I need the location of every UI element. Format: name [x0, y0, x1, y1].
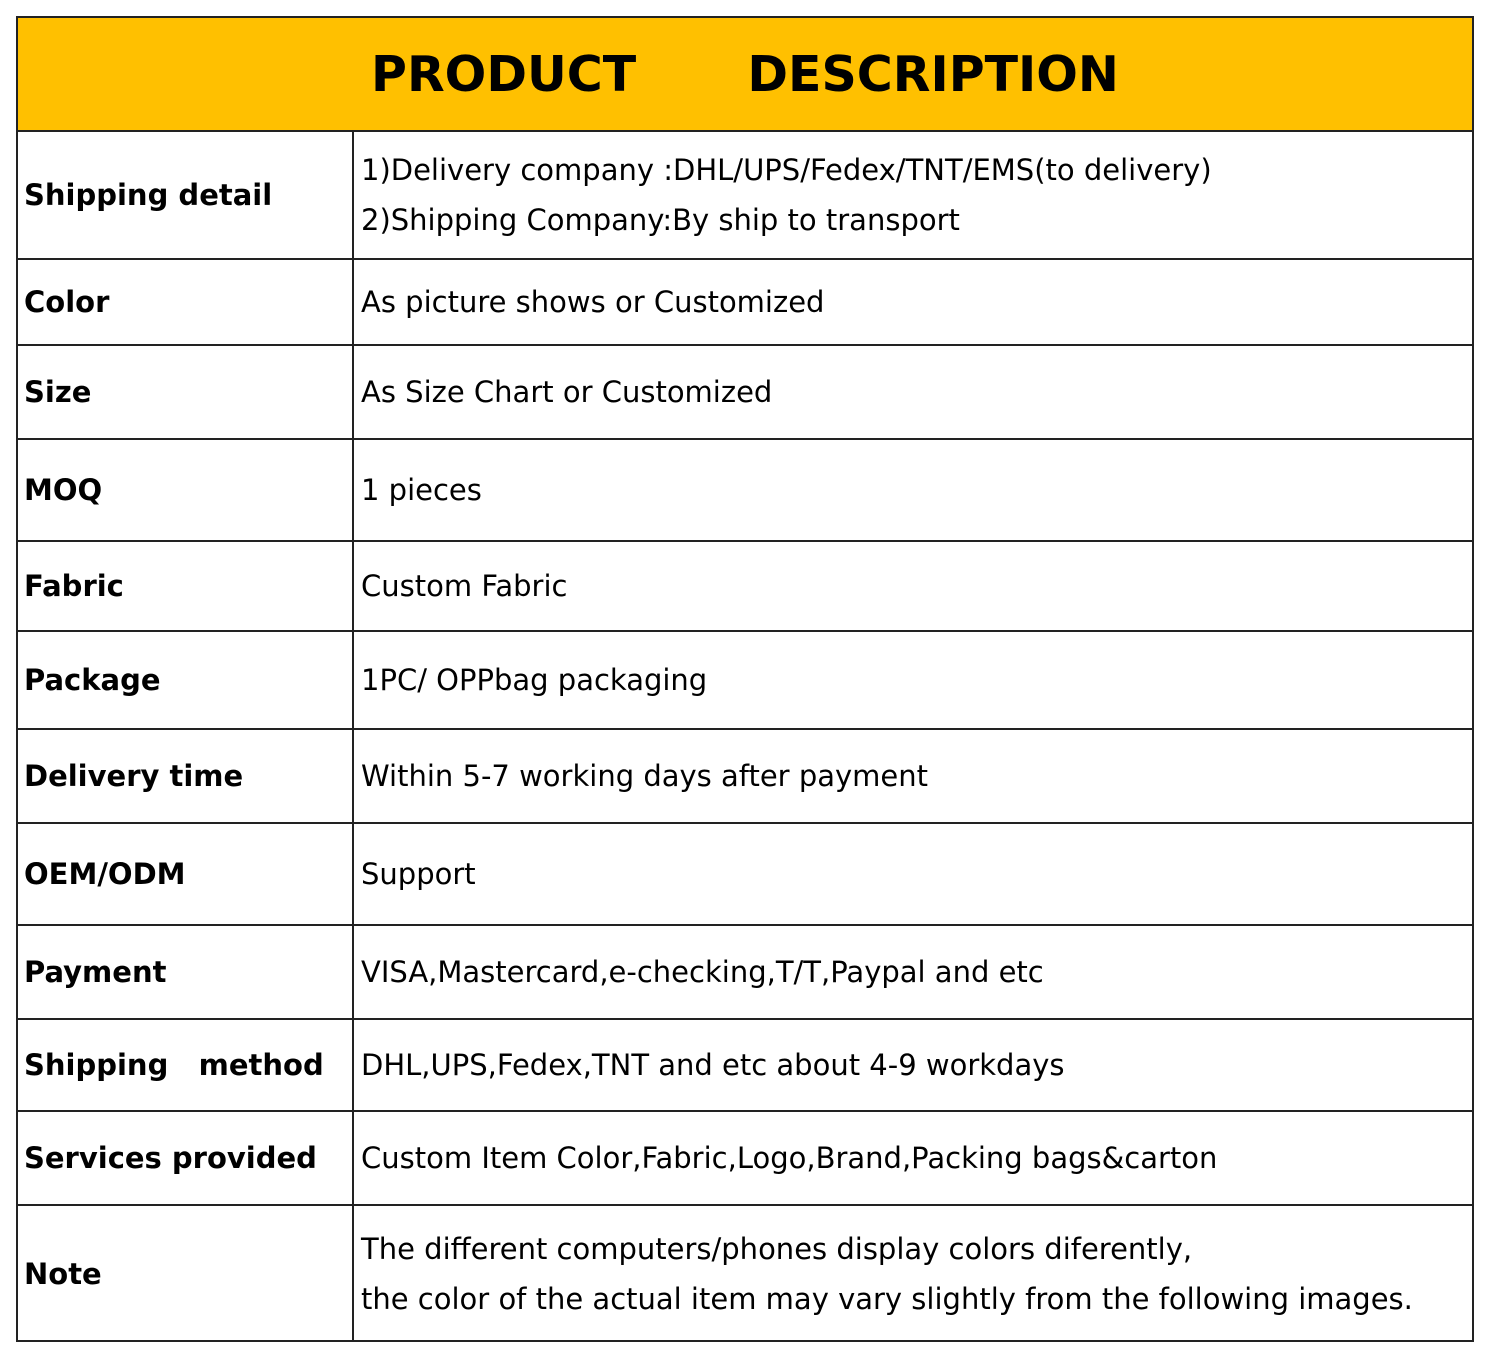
row-value [354, 1112, 1472, 1204]
value-line: Within 5-7 working days after payment [361, 759, 929, 793]
row-label: Package [18, 632, 354, 728]
table-row-services-provided [18, 1112, 1472, 1206]
value-line: The different computers/phones display colors diferently, [361, 1232, 1193, 1266]
row-value [354, 730, 1472, 822]
table-row-oem-odm [18, 824, 1472, 926]
table-row-note [18, 1206, 1472, 1342]
row-value [354, 926, 1472, 1018]
table-row-shipping-method [18, 1020, 1472, 1112]
value-line: 1)Delivery company :DHL/UPS/Fedex/TNT/EMS(to delivery) [361, 153, 1212, 187]
table-row-fabric [18, 542, 1472, 632]
row-label: Shipping detail [18, 132, 354, 258]
value-line: As Size Chart or Customized [361, 375, 773, 409]
row-label: Size [18, 346, 354, 438]
value-line: 1 pieces [361, 473, 482, 507]
table-row-package [18, 632, 1472, 730]
table-header [18, 18, 1472, 132]
product-description-table [16, 16, 1474, 1342]
value-line: the color of the actual item may vary slightly from the following images. [361, 1282, 1413, 1316]
row-label: MOQ [18, 440, 354, 540]
value-line: VISA,Mastercard,e-checking,T/T,Paypal and etc [361, 955, 1044, 989]
row-label: Note [18, 1206, 354, 1342]
value-line: 1PC/ OPPbag packaging [361, 663, 708, 697]
row-label: Delivery time [18, 730, 354, 822]
table-row-color [18, 260, 1472, 346]
row-value [354, 1020, 1472, 1110]
row-value [354, 1206, 1472, 1342]
value-line: Support [361, 857, 476, 891]
value-line: As picture shows or Customized [361, 285, 825, 319]
row-value [354, 440, 1472, 540]
row-label: Payment [18, 926, 354, 1018]
page-title: PRODUCT DESCRIPTION [371, 45, 1119, 103]
table-row-payment [18, 926, 1472, 1020]
row-label: Fabric [18, 542, 354, 630]
table-row-moq [18, 440, 1472, 542]
value-line: 2)Shipping Company:By ship to transport [361, 203, 960, 237]
value-line: Custom Item Color,Fabric,Logo,Brand,Packing bags&carton [361, 1141, 1218, 1175]
row-label: Color [18, 260, 354, 344]
row-value [354, 542, 1472, 630]
row-value [354, 346, 1472, 438]
row-value [354, 260, 1472, 344]
row-value [354, 632, 1472, 728]
value-line: DHL,UPS,Fedex,TNT and etc about 4-9 workdays [361, 1048, 1065, 1082]
row-label: Services provided [18, 1112, 354, 1204]
row-label: Shipping method [18, 1020, 354, 1110]
row-value [354, 824, 1472, 924]
table-row-size [18, 346, 1472, 440]
table-row-shipping-detail [18, 132, 1472, 260]
row-label: OEM/ODM [18, 824, 354, 924]
table-row-delivery-time [18, 730, 1472, 824]
value-line: Custom Fabric [361, 569, 568, 603]
row-value [354, 132, 1472, 258]
